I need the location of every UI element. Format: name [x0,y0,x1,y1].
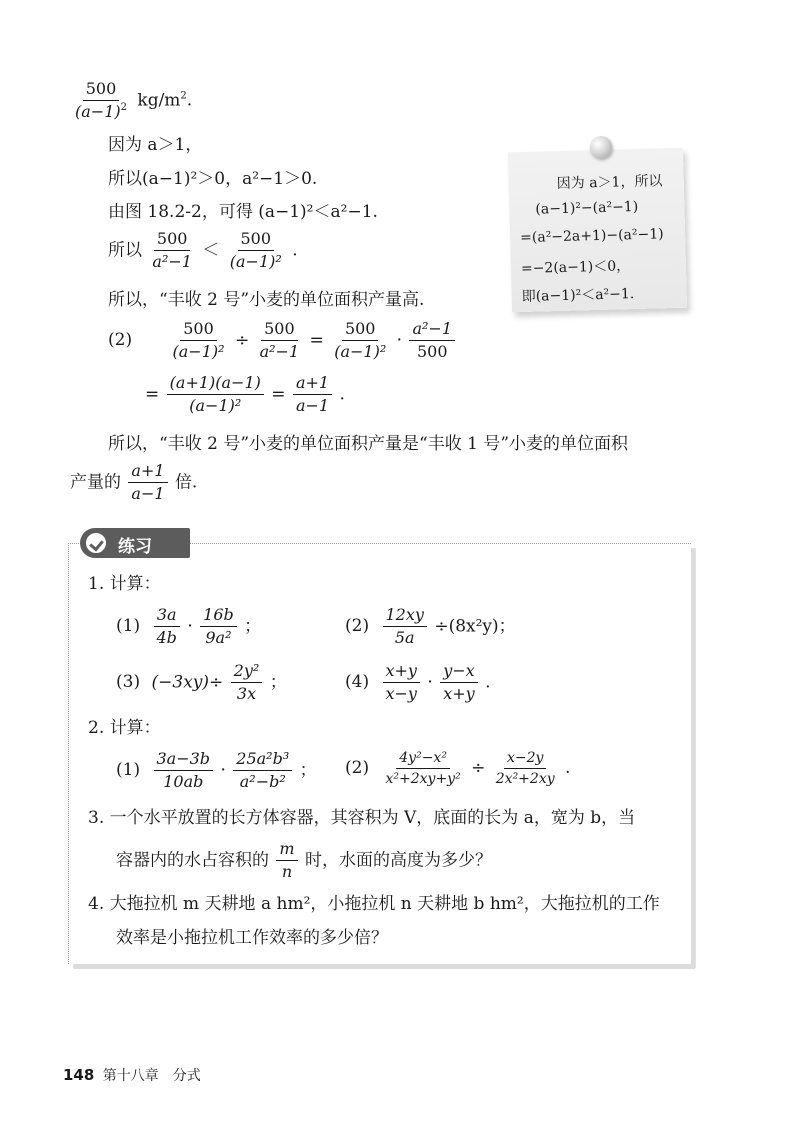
exercise-2-2: (2) $\frac{\text{4y²−x²}}{\text{x²+2xy+y²}}$ ÷ $\frac{x-2y}{\text{2x²+2xy}}$ . [345,750,571,788]
fraction: $\frac{500}{\text{a²−1}}$ [259,319,300,362]
question-1: 1. 计算： [88,574,161,594]
question-3-line-2: 容器内的水占容积的 $\frac{m}{n}$ 时，水面的高度为多少？ [116,839,492,882]
so-line-2: 所以 $\frac{500}{\text{a²−1}}$ ＜ $\frac{500}{\text{(a−1)²}}$ . [108,229,298,272]
so-line-1: 所以(a−1)²＞0，a²−1＞0. [108,169,318,189]
note-line: 因为 a＞1，所以 [556,173,663,193]
question-2: 2. 计算： [88,718,161,738]
unit-text: kg/m [137,90,181,111]
denominator: $(a-1)^2$ [75,102,127,122]
because-line: 因为 a＞1， [108,135,203,155]
pushpin-icon [590,136,612,158]
part-2-equation: (2) $\frac{500}{\text{(a−1)²}}$ ÷ $\frac{500}{\text{a²−1}}$ = $\frac{500}{\text{(a−1)²}}$ · $\frac{\text{a²−1}}{500}$ [108,320,457,362]
fraction: $\frac{16b}{\text{9a²}}$ [200,606,237,648]
fraction: $\frac{(a+1)(a-1)}{\text{(a−1)²}}$ [167,374,264,416]
conclusion-2: 所以，“丰收 2 号”小麦的单位面积产量是“丰收 1 号”小麦的单位面积 [108,434,629,454]
fraction: $\frac{\text{a²−1}}{500}$ [409,320,455,362]
practice-tab [80,528,190,558]
intro-fraction-line: $\frac{500}{(a-1)^2}$ $kg/m^2$. [70,80,192,122]
fraction: $\frac{\text{2y²}}{3x}$ [231,662,263,704]
part-2-result: = $\frac{(a+1)(a-1)}{\text{(a−1)²}}$ = $\frac{a+1}{a-1}$ . [145,373,345,416]
numerator: 500 [83,80,120,101]
fraction: $\frac{m}{n}$ [276,840,297,882]
exercise-1-3: (3) (−3xy)÷ $\frac{\text{2y²}}{3x}$ ； [116,661,287,704]
fraction [72,80,130,122]
page-footer [63,1065,201,1085]
question-4-line-2: 效率是小拖拉机工作效率的多少倍？ [116,928,388,948]
fraction: $\frac{a+1}{a-1}$ [293,374,332,416]
exercise-1-2: (2) $\frac{12xy}{5a}$ ÷(8x²y)； [345,605,516,648]
fraction: $\frac{x+y}{x-y}$ [383,662,420,704]
exercise-2-1: (1) $\frac{3a-3b}{10ab}$ · $\frac{\text{25a²b³}}{\text{a²−b²}}$ ； [116,749,317,792]
note-line: =−2(a−1)＜0， [520,258,631,278]
from-figure-line: 由图 18.2-2，可得 (a−1)²＜a²−1. [108,202,378,222]
fraction: $\frac{500}{\text{(a−1)²}}$ [229,229,282,272]
note-line: =(a²−2a+1)−(a²−1) [519,226,664,247]
fraction: $\frac{500}{\text{a²−1}}$ [152,229,192,272]
exercise-1-4: (4) $\frac{x+y}{x-y}$ · $\frac{y-x}{x+y}$ . [345,661,491,704]
fraction: $\frac{\text{4y²−x²}}{\text{x²+2xy+y²}}$ [385,750,461,788]
fraction: $\frac{500}{\text{(a−1)²}}$ [334,319,387,362]
page-number: 148 [63,1066,95,1084]
practice-tab-label: 练习 [118,537,152,557]
conclusion-1: 所以，“丰收 2 号”小麦的单位面积产量高. [108,290,425,310]
conclusion-3: 产量的 $\frac{a+1}{a-1}$ 倍. [70,461,198,504]
fraction: $\frac{a+1}{a-1}$ [128,462,167,504]
side-note [508,148,687,313]
fraction: $\frac{x-2y}{\text{2x²+2xy}}$ [495,750,555,788]
fraction: $\frac{500}{\text{(a−1)²}}$ [172,319,225,362]
note-line: 即(a−1)²＜a²−1. [521,286,635,306]
note-line: (a−1)²−(a²−1) [535,198,639,218]
question-3-line-1: 3. 一个水平放置的长方体容器，其容积为 V，底面的长为 a，宽为 b，当 [88,808,636,828]
check-icon [85,532,107,554]
exercise-1-1: (1) $\frac{3a}{4b}$ · $\frac{16b}{\text{9a²}}$ ； [116,605,262,648]
fraction: $\frac{3a-3b}{10ab}$ [154,750,214,792]
fraction: $\frac{12xy}{5a}$ [383,606,427,648]
fraction: $\frac{y-x}{x+y}$ [440,662,477,704]
fraction: $\frac{3a}{4b}$ [154,606,180,648]
question-4-line-1: 4. 大拖拉机 m 天耕地 a hm²，小拖拉机 n 天耕地 b hm²，大拖拉机的工作 [88,894,660,914]
fraction: $\frac{\text{25a²b³}}{\text{a²−b²}}$ [233,750,292,792]
chapter-title: 第十八章 分式 [102,1068,201,1084]
